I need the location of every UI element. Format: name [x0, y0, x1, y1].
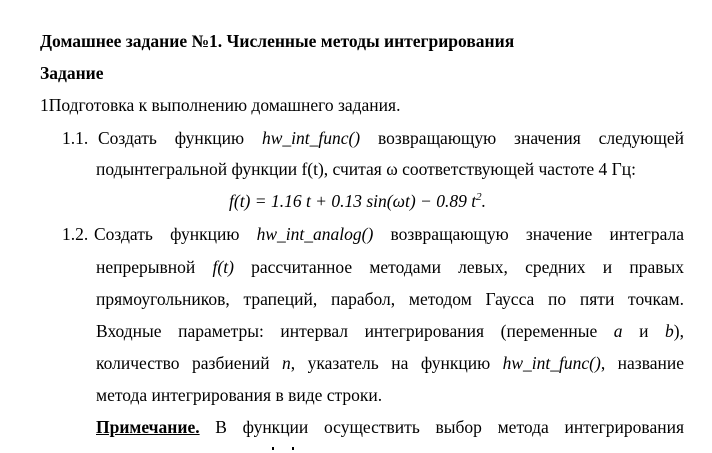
- variable-b: b: [665, 321, 674, 341]
- item-line: прямоугольников, трапеций, парабол, методом Гаусса по пяти точкам.: [96, 289, 684, 309]
- note-label: Примечание.: [96, 417, 200, 437]
- document-title: Домашнее задание №1. Численные методы интегрирования: [40, 31, 515, 51]
- item-line: непрерывной f(t) рассчитанное методами левых, средних и правых: [96, 257, 684, 277]
- section-heading: Задание: [40, 63, 104, 83]
- intro-paragraph: 1Подготовка к выполнению домашнего задания.: [40, 95, 401, 115]
- formula: f(t) = 1.16 t + 0.13 sin(ωt) − 0.89 $t^2$.: [229, 191, 486, 211]
- function-name: hw_int_analog(): [256, 224, 374, 244]
- item-line: метода интегрирования в виде строки.: [96, 385, 383, 405]
- formula-exponent: 2: [476, 191, 482, 204]
- item-line: Создать функцию hw_int_func() возвращающую значения следующей: [98, 128, 684, 148]
- function-name: hw_int_func(): [261, 128, 361, 148]
- item-line: количество разбиений n, указатель на функцию hw_int_func(), название: [96, 353, 684, 373]
- cut-off-text-fragment: [270, 447, 300, 453]
- function-name: f(t): [212, 257, 234, 277]
- item-number: 1.1.: [62, 128, 89, 148]
- item-number: 1.2.: [62, 224, 89, 244]
- variable-n: n: [282, 353, 291, 373]
- item-line: Входные параметры: интервал интегрирования (переменные a и b),: [96, 321, 684, 341]
- function-name: hw_int_func(): [502, 353, 601, 373]
- item-line: Создать функцию hw_int_analog() возвращающую значение интеграла: [94, 224, 684, 244]
- note-paragraph: Примечание. В функции осуществить выбор метода интегрирования: [96, 417, 684, 437]
- item-line: подынтегральной функции f(t), считая ω соответствующей частоте 4 Гц:: [96, 159, 636, 179]
- variable-a: a: [613, 321, 623, 341]
